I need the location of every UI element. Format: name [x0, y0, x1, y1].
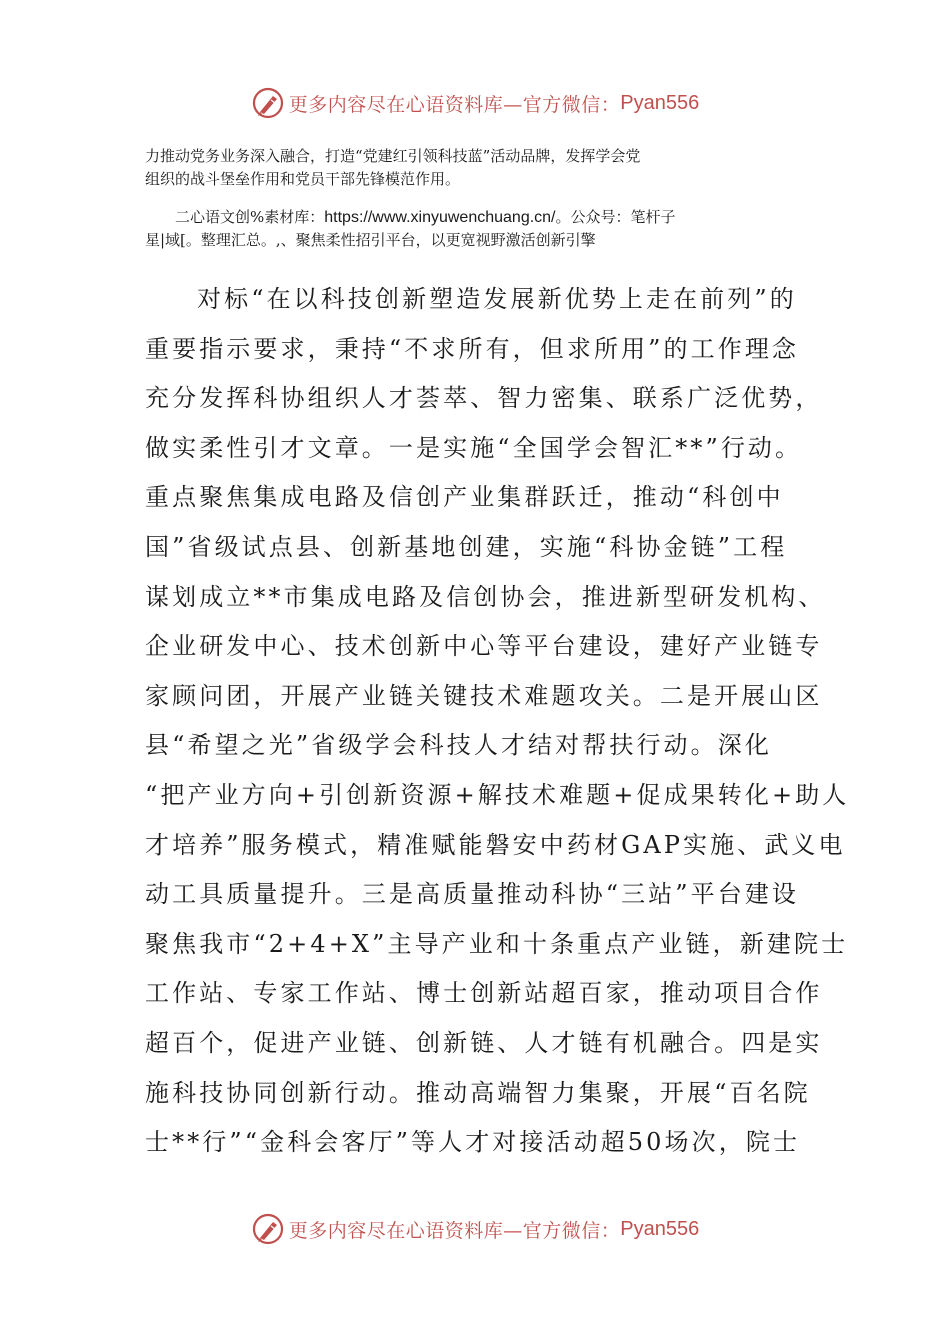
body-line: 施科技协同创新行动。推动高端智力集聚，开展“百名院 [145, 1078, 811, 1107]
header-banner [0, 83, 950, 123]
body-line: 国”省级试点县、创新基地创建，实施“科协金链”工程 [145, 532, 788, 561]
body-line: 超百个，促进产业链、创新链、人才链有机融合。四是实 [145, 1028, 823, 1057]
footer-banner [0, 1209, 950, 1249]
banner-text: 更多内容尽在心语资料库—官方微信： [288, 1219, 621, 1242]
banner-wechat-id: Pyan556 [620, 1217, 700, 1240]
source-url-link[interactable]: https://www.xinyuwenchuang.cn/ [324, 209, 556, 226]
body-line: 企业研发中心、技术创新中心等平台建设，建好产业链专 [145, 632, 823, 661]
body-line: 动工具质量提升。三是高质量推动科协“三站”平台建设 [145, 880, 800, 909]
body-line: 工作站、专家工作站、博士创新站超百家，推动项目合作 [145, 979, 823, 1008]
body-line: 士**行”“金科会客厅”等人才对接活动超50场次，院士 [145, 1128, 801, 1157]
pen-nib-logo-icon [251, 86, 285, 120]
body-line: 重点聚焦集成电路及信创产业集群跃迁，推动“科创中 [145, 483, 784, 512]
source-note-prefix: 二心语文创%素材库： [175, 208, 325, 226]
body-line: 充分发挥科协组织人才荟萃、智力密集、联系广泛优势， [145, 384, 823, 413]
banner-wechat-id: Pyan556 [620, 91, 700, 114]
pen-nib-logo-icon [251, 1212, 285, 1246]
body-line: 谋划成立**市集成电路及信创协会，推进新型研发机构、 [145, 582, 826, 611]
body-line: “把产业方向+引创新资源+解技术难题+促成果转化+助人 [145, 780, 850, 809]
intro-paragraph [145, 145, 805, 191]
body-text [145, 275, 850, 1168]
source-note-suffix: 。公众号：笔杆子 [555, 208, 676, 226]
intro-line: 力推动党务业务深入融合，打造“党建红引领科技蓝”活动品牌，发挥学会党 [145, 147, 641, 165]
body-line: 重要指示要求，秉持“不求所有，但求所用”的工作理念 [145, 334, 800, 363]
banner-text: 更多内容尽在心语资料库—官方微信： [288, 93, 621, 116]
body-line: 聚焦我市“2+4+X”主导产业和十条重点产业链，新建院士 [145, 929, 849, 958]
intro-line: 组织的战斗堡垒作用和党员干部先锋模范作用。 [145, 170, 461, 188]
body-line: 才培养”服务模式，精准赋能磐安中药材GAP实施、武义电 [145, 830, 846, 859]
body-line: 县“希望之光”省级学会科技人才结对帮扶行动。深化 [145, 731, 772, 760]
body-line: 家顾问团，开展产业链关键技术难题攻关。二是开展山区 [145, 681, 823, 710]
source-note-line: 星|域[。整理汇总。,、聚焦柔性招引平台，以更宽视野激活创新引擎 [145, 231, 596, 249]
body-line: 做实柔性引才文章。一是实施“全国学会智汇**”行动。 [145, 433, 803, 462]
source-note [145, 206, 805, 252]
source-note-line [145, 206, 805, 229]
body-line: 对标“在以科技创新塑造发展新优势上走在前列”的 [197, 285, 797, 313]
